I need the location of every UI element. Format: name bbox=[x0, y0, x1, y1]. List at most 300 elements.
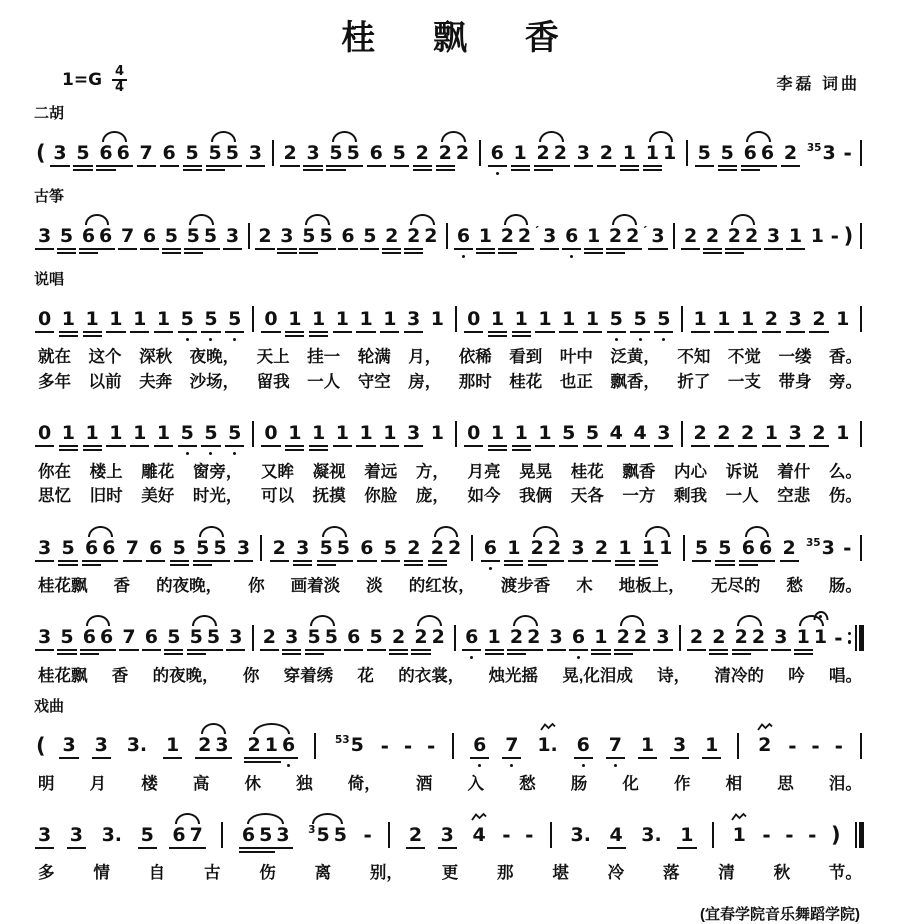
note bbox=[431, 628, 446, 647]
lyric-syllable: 深秋 bbox=[139, 348, 173, 366]
note bbox=[85, 307, 100, 330]
lyric-syllable: 多 bbox=[38, 864, 55, 883]
note-digit: 5 bbox=[228, 307, 242, 330]
note-digit: 1 bbox=[645, 141, 659, 164]
low-octave-dot bbox=[209, 338, 212, 341]
note-digit: 0 bbox=[38, 307, 52, 330]
thin-barline bbox=[855, 822, 857, 848]
beam-underline bbox=[344, 165, 363, 167]
lyric-syllable: 香 bbox=[113, 577, 131, 595]
note-digit: 6 bbox=[760, 141, 775, 164]
lyric-syllable: 烛光摇 bbox=[488, 666, 538, 685]
lyric-syllable: 入 bbox=[467, 774, 484, 793]
note-digit: 1 bbox=[813, 626, 828, 649]
lyric-syllable: 作 bbox=[674, 774, 691, 793]
beam-underline bbox=[164, 649, 183, 651]
note bbox=[101, 536, 116, 559]
note bbox=[716, 307, 731, 330]
note bbox=[455, 141, 470, 164]
note-digit: 5 bbox=[694, 536, 709, 559]
notes-row bbox=[34, 608, 866, 664]
note bbox=[189, 628, 204, 647]
slur-group bbox=[640, 536, 674, 559]
beam-underline bbox=[333, 445, 352, 447]
note-digit: 5 bbox=[172, 536, 186, 559]
beam-underline bbox=[592, 560, 611, 562]
note bbox=[144, 628, 159, 647]
note-digit: 7 bbox=[608, 734, 622, 756]
note-digit: 3 bbox=[766, 224, 781, 247]
beam-underline bbox=[305, 653, 324, 655]
beam-underline bbox=[183, 169, 202, 171]
beam-underline bbox=[270, 560, 289, 562]
lyric-syllable: 思忆 bbox=[38, 487, 71, 506]
beam-underline bbox=[338, 248, 357, 250]
beam-underline bbox=[488, 449, 507, 451]
note bbox=[311, 424, 326, 443]
trill-icon bbox=[540, 723, 556, 731]
note bbox=[225, 224, 240, 247]
note-digit: 5 bbox=[196, 536, 210, 559]
lyric-syllable: 看到 bbox=[509, 348, 543, 366]
beam-underline bbox=[718, 165, 737, 167]
lyric-syllable: 如今 bbox=[467, 487, 501, 506]
beam-underline bbox=[212, 757, 231, 759]
barline bbox=[252, 306, 254, 332]
note-digit: 1 bbox=[61, 422, 75, 444]
note-digit: 3 bbox=[296, 536, 310, 559]
note-digit: 2 bbox=[438, 141, 452, 164]
low-octave-dot bbox=[287, 764, 290, 767]
note-digit: 1 bbox=[586, 224, 601, 247]
slur-group bbox=[306, 628, 340, 647]
lyric-syllable: 桂花飘 bbox=[38, 666, 88, 685]
note-digit: 5 bbox=[316, 823, 330, 846]
note bbox=[513, 141, 528, 164]
note bbox=[564, 224, 579, 247]
lyric-syllable: 着什 bbox=[777, 462, 811, 481]
beam-underline bbox=[380, 331, 399, 333]
note-digit: 6 bbox=[241, 823, 256, 846]
lyric-syllable: 伤 bbox=[259, 864, 276, 883]
beam-underline bbox=[715, 560, 734, 562]
note-digit: 2 bbox=[431, 626, 445, 649]
beam-underline bbox=[631, 649, 650, 651]
note bbox=[609, 307, 624, 330]
beam-underline bbox=[99, 560, 118, 562]
note-digit: 2 bbox=[734, 626, 748, 649]
beam-underline bbox=[476, 248, 495, 250]
note-digit: 2 bbox=[751, 626, 766, 649]
lyric-syllable: 你 bbox=[248, 577, 265, 595]
beam-underline bbox=[511, 165, 530, 167]
beam-underline bbox=[692, 560, 711, 562]
composer-credit: 李磊 词曲 bbox=[776, 76, 860, 93]
beam-underline bbox=[357, 560, 376, 562]
note-digit: 5 bbox=[61, 536, 75, 559]
note bbox=[37, 536, 52, 559]
note-digit: 3 bbox=[53, 141, 67, 164]
note bbox=[500, 224, 515, 247]
beam-underline bbox=[703, 248, 722, 250]
note bbox=[391, 628, 406, 647]
note bbox=[609, 424, 624, 443]
note bbox=[689, 628, 704, 647]
beam-underline bbox=[119, 649, 138, 651]
note-digit: 2 bbox=[812, 307, 826, 330]
slur-group bbox=[740, 536, 774, 559]
note bbox=[743, 141, 758, 164]
note bbox=[506, 536, 521, 559]
beam-underline bbox=[607, 847, 626, 849]
note bbox=[384, 224, 399, 247]
note bbox=[301, 224, 316, 247]
note-digit: 4 bbox=[609, 823, 623, 846]
note-digit: 1 bbox=[662, 141, 677, 164]
lyric-syllable: 房， bbox=[408, 372, 442, 391]
note bbox=[383, 536, 398, 559]
beam-underline bbox=[725, 252, 744, 254]
note bbox=[727, 224, 742, 247]
beam-underline bbox=[223, 248, 242, 250]
note bbox=[37, 823, 52, 846]
note bbox=[711, 628, 726, 647]
beam-underline bbox=[309, 335, 328, 337]
note-digit: 2 bbox=[758, 734, 772, 756]
note bbox=[471, 823, 486, 846]
note-digit: 1 bbox=[622, 141, 636, 164]
note bbox=[125, 536, 140, 559]
note bbox=[783, 141, 798, 164]
slur-group bbox=[726, 224, 760, 247]
low-octave-dot bbox=[209, 452, 212, 455]
note bbox=[622, 141, 637, 164]
beam-underline bbox=[535, 331, 554, 333]
note-digit: 5 bbox=[609, 307, 623, 330]
lyric-syllable: 唱。 bbox=[828, 666, 862, 685]
lyric-syllable: 思 bbox=[777, 774, 794, 793]
lyric-syllable: 叶中 bbox=[559, 348, 593, 366]
beam-underline bbox=[57, 649, 76, 651]
note-digit: 7 bbox=[120, 224, 135, 247]
beam-underline bbox=[512, 449, 531, 451]
note-digit: 3 bbox=[38, 626, 52, 649]
note bbox=[37, 307, 52, 330]
barline bbox=[683, 535, 685, 561]
note bbox=[228, 628, 243, 647]
beam-underline bbox=[201, 331, 220, 333]
beam-underline bbox=[630, 331, 649, 333]
note-digit: 7 bbox=[189, 823, 203, 846]
beam-underline bbox=[498, 252, 517, 254]
lyric-syllable: 折了 bbox=[677, 372, 711, 391]
held-note-dash: - bbox=[788, 733, 797, 758]
note bbox=[382, 424, 397, 443]
note bbox=[334, 736, 365, 755]
note bbox=[782, 536, 797, 559]
beam-underline bbox=[786, 331, 805, 333]
note bbox=[336, 536, 351, 559]
note bbox=[656, 424, 671, 443]
note-digit: 3 bbox=[657, 422, 671, 444]
note bbox=[94, 736, 109, 755]
note-digit: 1 bbox=[618, 536, 632, 559]
lyric-syllable: 以前 bbox=[88, 372, 122, 391]
beam-underline bbox=[462, 649, 481, 651]
note-digit: 1 bbox=[156, 422, 171, 444]
lyric-syllable: 节。 bbox=[828, 864, 862, 883]
beam-underline bbox=[59, 757, 78, 759]
barline bbox=[455, 306, 457, 332]
beam-underline bbox=[106, 331, 125, 333]
lyric-syllable: 的夜晚， bbox=[156, 577, 223, 595]
note-digit: 1 bbox=[538, 422, 552, 444]
beam-underline bbox=[183, 165, 202, 167]
held-note-dash: - bbox=[403, 733, 413, 758]
beam-underline bbox=[35, 847, 54, 849]
note-digit: 2 bbox=[272, 536, 286, 559]
note bbox=[617, 536, 632, 559]
note-digit: 2 bbox=[683, 224, 698, 247]
note bbox=[99, 628, 114, 647]
beam-underline bbox=[187, 847, 206, 849]
note bbox=[84, 536, 99, 559]
low-octave-dot bbox=[496, 172, 499, 175]
low-octave-dot bbox=[470, 656, 473, 659]
note bbox=[203, 424, 218, 443]
beam-underline bbox=[540, 248, 559, 250]
note bbox=[52, 141, 67, 164]
note-digit: 5 bbox=[185, 141, 199, 164]
note bbox=[227, 307, 242, 330]
beam-underline bbox=[223, 165, 242, 167]
note-digit: 1 bbox=[717, 307, 731, 330]
note-digit: 1 bbox=[335, 422, 349, 444]
beam-underline bbox=[715, 564, 734, 566]
beam-underline bbox=[574, 757, 593, 759]
lyrics-row bbox=[34, 460, 866, 485]
note-digit: 6 bbox=[483, 536, 497, 559]
score-system bbox=[34, 404, 866, 510]
note bbox=[156, 307, 171, 330]
note-digit: 1 bbox=[311, 307, 326, 330]
note-digit: 1 bbox=[61, 307, 75, 330]
note bbox=[108, 307, 123, 330]
note bbox=[788, 224, 803, 247]
lyric-syllable: 依稀 bbox=[458, 348, 492, 366]
note bbox=[773, 628, 788, 647]
held-note-dash: - bbox=[843, 536, 852, 560]
beam-underline bbox=[273, 847, 292, 849]
note-digit: 3 bbox=[822, 141, 836, 164]
beam-underline bbox=[322, 649, 341, 651]
note bbox=[438, 141, 453, 164]
note-digit: 5 bbox=[164, 224, 178, 247]
low-octave-dot bbox=[615, 338, 618, 341]
beam-underline bbox=[488, 165, 507, 167]
lyric-syllable: 淡 bbox=[366, 577, 383, 595]
note-digit: 3 bbox=[440, 823, 454, 846]
note-digit: 1 bbox=[562, 307, 576, 330]
note bbox=[585, 307, 600, 330]
beam-underline bbox=[255, 248, 274, 250]
note bbox=[328, 141, 343, 164]
note-digit: 5 bbox=[319, 536, 333, 559]
notes-row bbox=[34, 518, 866, 574]
beam-underline bbox=[154, 445, 173, 447]
beam-underline bbox=[261, 445, 280, 447]
note-digit: 6 bbox=[281, 734, 296, 756]
note bbox=[82, 628, 97, 647]
lyrics-row bbox=[34, 772, 866, 797]
barline bbox=[454, 625, 456, 651]
lyric-syllable: 月 bbox=[89, 774, 107, 793]
note-digit: 2 bbox=[283, 141, 297, 164]
note-digit: 2 bbox=[547, 536, 562, 559]
barline bbox=[455, 421, 457, 447]
note-digit: 1 bbox=[585, 307, 600, 330]
beam-underline bbox=[786, 248, 805, 250]
note-digit: 5 bbox=[392, 141, 406, 164]
notes-row bbox=[34, 404, 866, 460]
note bbox=[392, 141, 407, 164]
beam-underline bbox=[226, 649, 245, 651]
beam-underline bbox=[436, 165, 455, 167]
note-digit: 3. bbox=[641, 823, 662, 846]
beam-underline bbox=[643, 165, 662, 167]
held-note-dash: - bbox=[525, 823, 534, 848]
beam-underline bbox=[225, 331, 244, 333]
note bbox=[369, 141, 384, 164]
note bbox=[608, 736, 623, 755]
beam-underline bbox=[58, 564, 77, 566]
slur-group bbox=[194, 536, 228, 559]
lyric-syllable: 古 bbox=[203, 864, 221, 883]
beam-underline bbox=[201, 445, 220, 447]
beam-underline bbox=[35, 331, 54, 333]
note bbox=[526, 628, 541, 647]
note-digit: 3 bbox=[229, 626, 243, 649]
note bbox=[335, 424, 350, 443]
beam-underline bbox=[316, 248, 335, 250]
beam-underline bbox=[738, 445, 757, 447]
notes-row bbox=[34, 805, 866, 861]
note bbox=[655, 628, 670, 647]
beam-underline bbox=[317, 564, 336, 566]
note bbox=[490, 424, 505, 443]
note bbox=[241, 823, 256, 846]
note-digit: 1 bbox=[430, 422, 445, 444]
beam-underline bbox=[615, 564, 634, 566]
note-digit: 6 bbox=[100, 626, 114, 649]
beam-underline bbox=[809, 331, 828, 333]
note bbox=[704, 736, 719, 755]
note bbox=[744, 224, 759, 247]
held-note-dash: - bbox=[843, 141, 852, 165]
note bbox=[586, 224, 601, 247]
note bbox=[720, 141, 735, 164]
note bbox=[257, 224, 272, 247]
beam-underline bbox=[57, 248, 76, 250]
lyric-syllable: 情 bbox=[93, 864, 110, 883]
beam-underline bbox=[35, 248, 54, 250]
beam-underline bbox=[639, 564, 658, 566]
note bbox=[741, 536, 756, 559]
beam-underline bbox=[79, 252, 98, 254]
beam-underline bbox=[406, 847, 425, 849]
note-digit: 5 bbox=[204, 307, 218, 330]
note bbox=[116, 141, 131, 164]
beam-underline bbox=[114, 165, 133, 167]
barline bbox=[272, 140, 274, 166]
slur-group bbox=[81, 628, 115, 647]
beam-underline bbox=[82, 564, 101, 566]
note bbox=[561, 424, 576, 443]
note bbox=[466, 424, 481, 443]
note-digit: 2 bbox=[553, 141, 567, 164]
note bbox=[206, 628, 221, 647]
note bbox=[447, 536, 462, 559]
lyric-syllable: 多年 bbox=[38, 372, 71, 391]
beam-underline bbox=[404, 248, 423, 250]
section-label: 说唱 bbox=[34, 271, 65, 288]
barline bbox=[712, 822, 714, 848]
beam-underline bbox=[303, 165, 322, 167]
note-digit: 1 bbox=[764, 422, 779, 444]
lyric-syllable: 酒 bbox=[415, 774, 433, 793]
low-octave-dot bbox=[186, 452, 189, 455]
note bbox=[645, 141, 660, 164]
note-digit: 1 bbox=[810, 224, 824, 247]
beam-underline bbox=[413, 165, 432, 167]
beam-underline bbox=[739, 564, 758, 566]
lyric-syllable: 时光， bbox=[192, 487, 243, 506]
note-digit: 1 bbox=[741, 307, 755, 330]
lyric-syllable: 挂一 bbox=[307, 348, 341, 366]
beam-underline bbox=[170, 560, 189, 562]
note bbox=[203, 307, 218, 330]
slur-group bbox=[535, 141, 569, 164]
note-digit: 2 bbox=[414, 626, 428, 649]
note-digit: 2 bbox=[608, 224, 623, 247]
note-digit: 5 bbox=[186, 224, 200, 247]
lyric-syllable: 内心 bbox=[674, 462, 707, 481]
beam-underline bbox=[741, 169, 760, 171]
beam-underline bbox=[277, 248, 296, 250]
note-digit: 6 bbox=[116, 141, 130, 164]
low-octave-dot bbox=[577, 656, 580, 659]
note bbox=[279, 224, 294, 247]
beam-underline bbox=[282, 653, 301, 655]
beam-underline bbox=[59, 445, 78, 447]
note-digit: 6 bbox=[341, 224, 355, 247]
low-octave-dot bbox=[582, 764, 585, 767]
key-label: 1=G bbox=[62, 70, 103, 91]
note bbox=[693, 424, 708, 443]
beam-underline bbox=[210, 560, 229, 562]
beam-underline bbox=[470, 757, 489, 759]
lyric-syllable: 月亮 bbox=[467, 462, 501, 481]
note-digit: 1 bbox=[430, 307, 445, 330]
beam-underline bbox=[142, 649, 161, 651]
beam-underline bbox=[742, 248, 761, 250]
lyrics-row bbox=[34, 484, 866, 509]
note bbox=[716, 424, 731, 443]
final-barline bbox=[855, 822, 864, 848]
slur-group bbox=[97, 141, 131, 164]
note bbox=[616, 628, 631, 647]
held-note-dash: - bbox=[762, 823, 771, 848]
